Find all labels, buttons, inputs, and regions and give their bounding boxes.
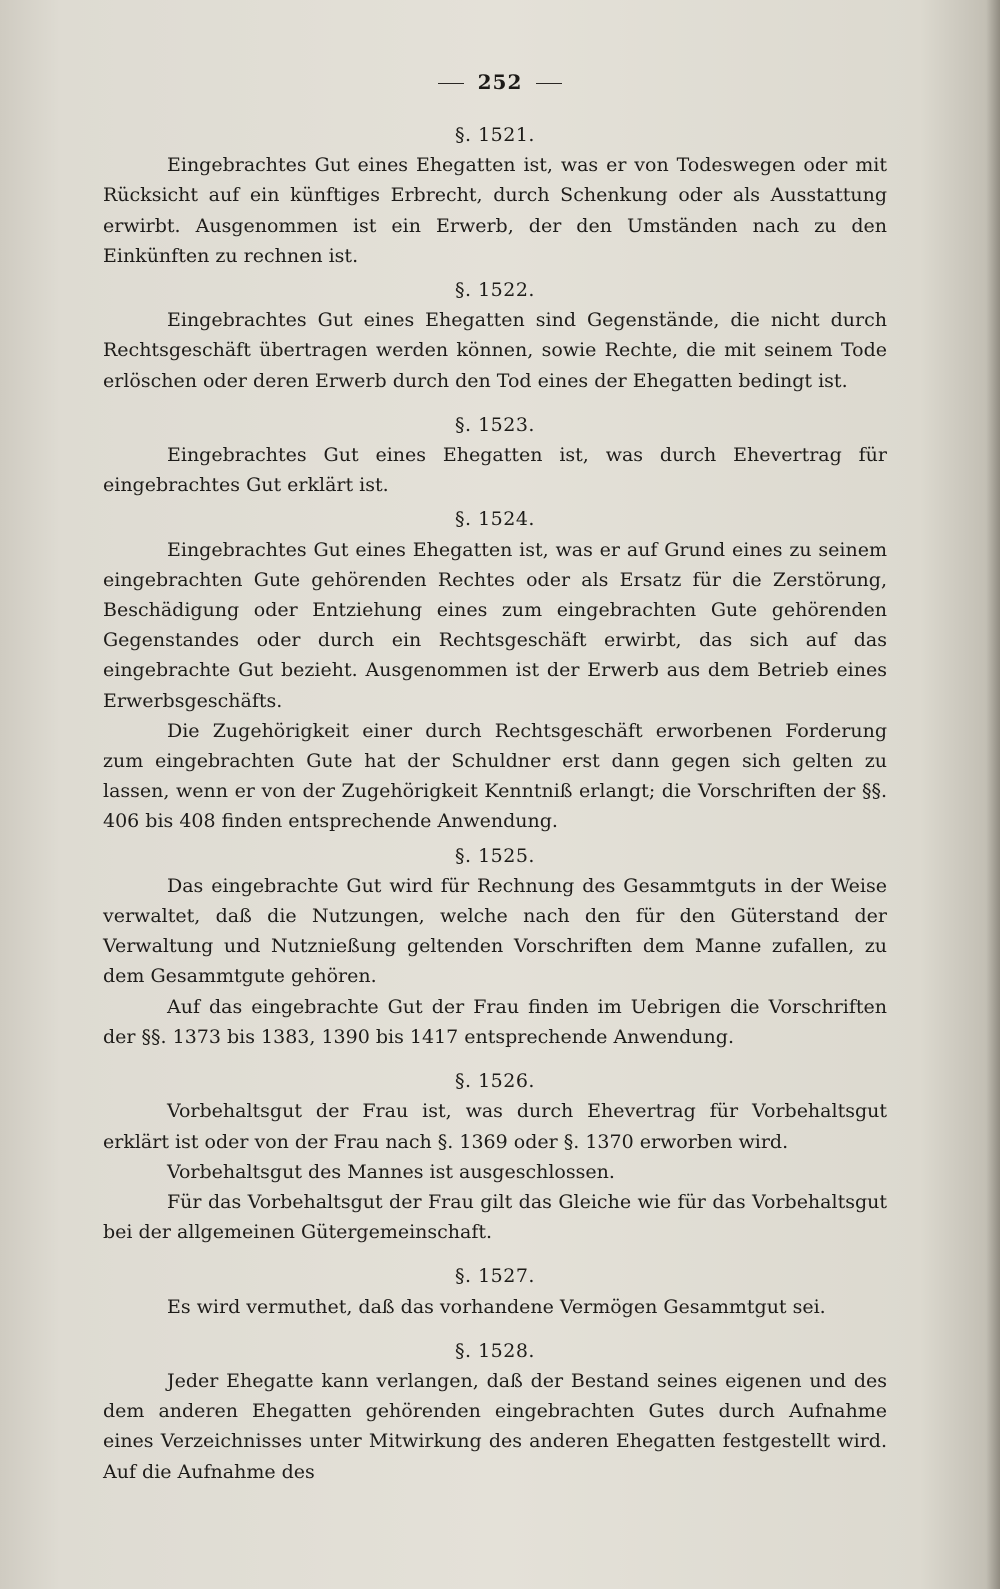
header-dash-right — [536, 83, 562, 84]
paragraph: Vorbehaltsgut der Frau ist, was durch Ehevertrag für Vorbehaltsgut erklärt ist oder von der Frau nach §. 1369 oder §. 1370 erworben wird. — [103, 1100, 887, 1153]
section-title: §. 1528. — [455, 1339, 535, 1362]
paragraph: Die Zugehörigkeit einer durch Rechtsgeschäft erworbenen Forderung zum eingebrachten Gute hat der Schuldner erst dann gegen sich gelten zu lassen, wenn er von der Zugehörigkeit Kenntniß erlangt; die Vorschriften der §§. 406 bis 408 finden entsprechende Anwendung. — [103, 719, 887, 833]
section-title: §. 1527. — [455, 1265, 535, 1288]
page-edge-shadow — [986, 0, 1000, 1589]
section-title: §. 1524. — [455, 508, 535, 531]
section-title: §. 1525. — [455, 844, 535, 867]
section-title: §. 1523. — [455, 413, 535, 436]
section-title: §. 1522. — [455, 279, 535, 302]
paragraph: Es wird vermuthet, daß das vorhandene Vermögen Gesammtgut sei. — [167, 1295, 826, 1318]
section-1524 — [103, 504, 887, 836]
section-1526 — [103, 1066, 887, 1247]
paragraph: Eingebrachtes Gut eines Ehegatten sind Gegenstände, die nicht durch Rechtsgeschäft übertragen werden können, sowie Rechte, die mit seinem Tode erlöschen oder deren Erwerb durch den Tod eines der Ehegatten bedingt ist. — [103, 309, 887, 392]
section-1525 — [103, 841, 887, 1052]
page-header — [0, 70, 1000, 94]
paragraph: Das eingebrachte Gut wird für Rechnung des Gesammtguts in der Weise verwaltet, daß die Nutzungen, welche nach den für den Güterstand der Verwaltung und Nutznießung geltenden Vorschriften dem Manne zufallen, zu dem Gesammtgute gehören. — [103, 874, 887, 988]
paragraph: Jeder Ehegatte kann verlangen, daß der Bestand seines eigenen und des dem anderen Ehegatten gehörenden eingebrachten Gutes durch Aufnahme eines Verzeichnisses unter Mitwirkung des anderen Ehegatten festgestellt wird. Auf die Aufnahme des — [103, 1369, 887, 1483]
page-body — [103, 118, 887, 1487]
section-title: §. 1526. — [455, 1070, 535, 1093]
header-dash-left — [438, 83, 464, 84]
paragraph: Eingebrachtes Gut eines Ehegatten ist, was durch Ehevertrag für eingebrachtes Gut erklärt ist. — [103, 444, 887, 497]
page-number: 252 — [477, 70, 523, 94]
section-1522 — [103, 275, 887, 396]
paragraph: Eingebrachtes Gut eines Ehegatten ist, was er von Todeswegen oder mit Rücksicht auf ein künftiges Erbrecht, durch Schenkung oder als Ausstattung erwirbt. Ausgenommen ist ein Erwerb, der den Umständen nach zu den Einkünften zu rechnen ist. — [103, 154, 887, 267]
paragraph: Eingebrachtes Gut eines Ehegatten ist, was er auf Grund eines zu seinem eingebrachten Gute gehörenden Rechtes oder als Ersatz für die Zerstörung, Beschädigung oder Entziehung eines zum eingebrachten Gute gehörenden Gegenstandes oder durch ein Rechtsgeschäft erwirbt, das sich auf das eingebrachte Gut bezieht. Ausgenommen ist der Erwerb aus dem Betrieb eines Erwerbsgeschäfts. — [103, 538, 887, 712]
paragraph: Für das Vorbehaltsgut der Frau gilt das Gleiche wie für das Vorbehaltsgut bei der allgemeinen Gütergemeinschaft. — [103, 1190, 887, 1244]
paragraph: Auf das eingebrachte Gut der Frau finden im Uebrigen die Vorschriften der §§. 1373 bis 1383, 1390 bis 1417 entsprechende Anwendung. — [103, 995, 887, 1048]
section-1521 — [103, 120, 887, 271]
section-1523 — [103, 410, 887, 501]
section-1527 — [103, 1261, 887, 1321]
section-1528 — [103, 1336, 887, 1487]
paragraph: Vorbehaltsgut des Mannes ist ausgeschlossen. — [167, 1160, 615, 1183]
section-title: §. 1521. — [455, 124, 535, 146]
